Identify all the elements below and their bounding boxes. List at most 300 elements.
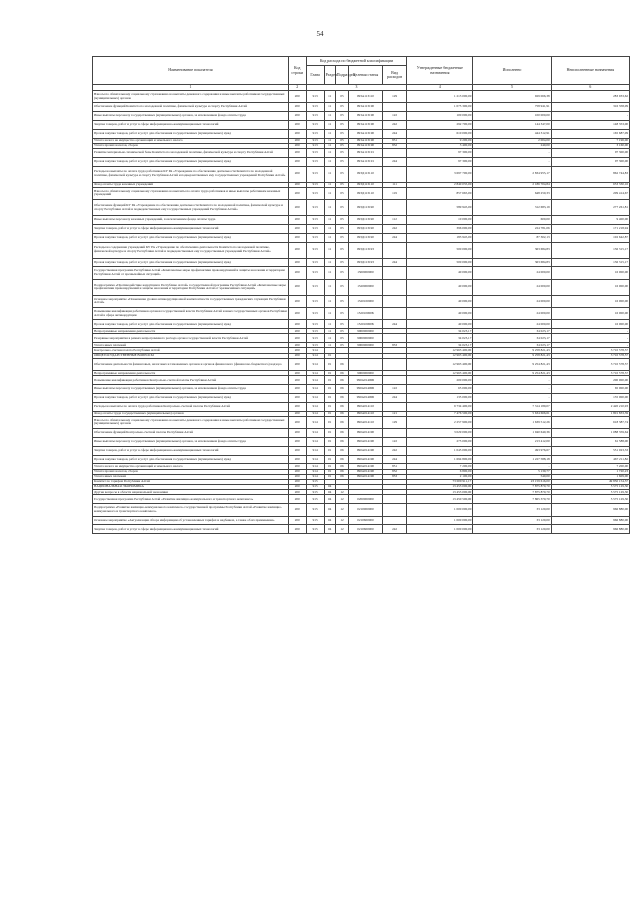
row-chapter-cell: 914 xyxy=(306,353,324,358)
row-section-cell: 11 xyxy=(324,329,335,334)
row-expense-type-cell: 244 xyxy=(382,157,407,166)
table-row xyxy=(93,504,630,516)
row-chapter-cell: 913 xyxy=(306,91,324,103)
row-executed-cell: 363 684,83 xyxy=(473,242,551,258)
row-section-cell: 01 xyxy=(324,455,335,464)
row-unexecuted-cell: 9 400,00 xyxy=(551,216,629,225)
row-subsection-cell: 05 xyxy=(335,242,348,258)
row-approved-cell: 292 700,00 xyxy=(407,120,473,129)
row-executed-cell: 224 781,06 xyxy=(473,224,551,233)
row-name-cell: Прочая закупка товаров, работ и услуг для обеспечения государственных (муниципальных) нужд xyxy=(93,157,289,166)
row-subsection-cell: 12 xyxy=(335,516,348,525)
table-row xyxy=(93,129,630,138)
row-executed-cell: 9 254 821,43 xyxy=(473,371,551,376)
row-expense-type-cell xyxy=(382,429,407,438)
row-expense-type-cell: 242 xyxy=(382,446,407,455)
row-target-cell: 093Д113190 xyxy=(349,200,383,216)
row-executed-cell: 34 023,17 xyxy=(473,343,551,348)
row-section-cell: 11 xyxy=(324,157,335,166)
row-target-cell: 990А014190 xyxy=(349,469,383,474)
row-unexecuted-cell: 16 000,00 xyxy=(551,320,629,329)
row-executed-cell: 600,00 xyxy=(473,216,551,225)
index-cell: 4 xyxy=(407,85,473,91)
row-subsection-cell: 05 xyxy=(335,200,348,216)
row-executed-cell: 87 302,13 xyxy=(473,233,551,242)
row-subsection-cell: 05 xyxy=(335,187,348,199)
row-name-cell: Расходы на выплаты по оплате труда работников Контрольно-счетной палаты Республики Алтай xyxy=(93,402,289,411)
row-unexecuted-cell: 5 575 129,30 xyxy=(551,485,629,490)
row-target-cell: 9900000000 xyxy=(349,343,383,348)
row-executed-cell: - xyxy=(473,385,551,394)
row-executed-cell: 23 159 616,00 xyxy=(473,479,551,484)
row-line-code-cell: 200 xyxy=(288,429,306,438)
table-row xyxy=(93,216,630,225)
row-chapter-cell: 914 xyxy=(306,371,324,376)
row-approved-cell: 6 800,00 xyxy=(407,469,473,474)
row-line-code-cell: 200 xyxy=(288,348,306,353)
row-line-code-cell: 200 xyxy=(288,320,306,329)
row-approved-cell: 183 945,00 xyxy=(407,233,473,242)
row-target-cell: 093Д113190 xyxy=(349,224,383,233)
table-row xyxy=(93,242,630,258)
table-row xyxy=(93,334,630,343)
row-name-cell: Взносы по обязательному социальному страхованию на выплаты денежного содержания и иные выплаты работникам государственных (муниципальных) органов xyxy=(93,416,289,428)
row-line-code-cell: 200 xyxy=(288,385,306,394)
row-section-cell: 11 xyxy=(324,258,335,267)
row-executed-cell: 929 066,38 xyxy=(473,91,551,103)
header-unexecuted: Неисполненные назначения xyxy=(551,57,629,85)
row-chapter-cell: 913 xyxy=(306,233,324,242)
row-executed-cell: 33 120,00 xyxy=(473,516,551,525)
row-expense-type-cell xyxy=(382,358,407,370)
row-chapter-cell: 915 xyxy=(306,516,324,525)
row-subsection-cell: 05 xyxy=(335,129,348,138)
row-line-code-cell: 200 xyxy=(288,394,306,403)
row-approved-cell: 7 200,00 xyxy=(407,464,473,469)
row-unexecuted-cell: - xyxy=(551,334,629,343)
row-section-cell: 11 xyxy=(324,320,335,329)
row-name-cell: Обеспечение деятельности финансовых, налоговых и таможенных органов и органов финансового (финансово-бюджетного) надзора xyxy=(93,358,289,370)
row-target-cell: 093А113190 xyxy=(349,112,383,121)
budget-execution-table xyxy=(92,56,630,534)
row-unexecuted-cell: 618 387,74 xyxy=(551,416,629,428)
row-chapter-cell: 913 xyxy=(306,279,324,295)
row-unexecuted-cell: 966 880,00 xyxy=(551,504,629,516)
row-name-cell: Иные выплаты персоналу государственных (муниципальных) органов, за исключением фонда оплаты труда xyxy=(93,112,289,121)
row-target-cell: 152010000Б xyxy=(349,308,383,320)
row-chapter-cell: 915 xyxy=(306,490,324,495)
row-approved-cell: 65 000,00 xyxy=(407,385,473,394)
row-section-cell: 04 xyxy=(324,490,335,495)
row-chapter-cell: 914 xyxy=(306,469,324,474)
row-expense-type-cell xyxy=(382,267,407,279)
row-section-cell: 04 xyxy=(324,504,335,516)
row-unexecuted-cell: 3 710 578,57 xyxy=(551,358,629,370)
row-unexecuted-cell: 7 196,00 xyxy=(551,138,629,143)
row-line-code-cell: 200 xyxy=(288,474,306,479)
row-approved-cell: 34 023,17 xyxy=(407,329,473,334)
row-chapter-cell: 913 xyxy=(306,187,324,199)
row-name-cell: Закупка товаров, работ и услуг в сфере информационно-коммуникационных технологий xyxy=(93,446,289,455)
row-unexecuted-cell: 171 218,94 xyxy=(551,224,629,233)
row-line-code-cell: 200 xyxy=(288,329,306,334)
row-unexecuted-cell: 551 023,33 xyxy=(551,446,629,455)
row-approved-cell: 2 840 035,00 xyxy=(407,182,473,187)
table-row xyxy=(93,376,630,385)
row-target-cell: 093Д113190 xyxy=(349,216,383,225)
row-approved-cell: 40 000,00 xyxy=(407,279,473,295)
row-chapter-cell: 914 xyxy=(306,464,324,469)
row-unexecuted-cell: 5 575 129,30 xyxy=(551,495,629,504)
header-name: Наименование показателя xyxy=(93,57,289,85)
row-name-cell: Прочая закупка товаров, работ и услуг для обеспечения государственных (муниципальных) нужд xyxy=(93,233,289,242)
row-subsection-cell: 05 xyxy=(335,279,348,295)
row-section-cell: 11 xyxy=(324,295,335,307)
row-section-cell: 11 xyxy=(324,279,335,295)
row-unexecuted-cell: - xyxy=(551,112,629,121)
row-chapter-cell: 915 xyxy=(306,504,324,516)
row-approved-cell: 9 200,00 xyxy=(407,138,473,143)
row-expense-type-cell: 244 xyxy=(382,320,407,329)
row-name-cell: Обеспечение функций Контрольно-счетной палаты Республики Алтай xyxy=(93,429,289,438)
row-executed-cell: 493 976,67 xyxy=(473,446,551,455)
row-approved-cell: 1 213 000,00 xyxy=(407,91,473,103)
row-subsection-cell: 06 xyxy=(335,394,348,403)
row-executed-cell: 2 004,00 xyxy=(473,138,551,143)
row-subsection-cell: 05 xyxy=(335,224,348,233)
row-chapter-cell: 913 xyxy=(306,148,324,157)
row-name-cell: Закупка товаров, работ и услуг в сфере информационно-коммуникационных технологий xyxy=(93,120,289,129)
row-line-code-cell: 200 xyxy=(288,129,306,138)
row-section-cell: 01 xyxy=(324,416,335,428)
row-target-cell: 093А113190 xyxy=(349,103,383,112)
table-row xyxy=(93,112,630,121)
row-section-cell: 11 xyxy=(324,148,335,157)
row-section-cell: 01 xyxy=(324,469,335,474)
row-line-code-cell: 200 xyxy=(288,295,306,307)
row-target-cell: 9900000000 xyxy=(349,371,383,376)
header-executed: Исполнено xyxy=(473,57,551,85)
row-line-code-cell: 200 xyxy=(288,200,306,216)
row-subsection-cell: 05 xyxy=(335,216,348,225)
row-chapter-cell: 913 xyxy=(306,308,324,320)
row-target-cell: 093Д113193 xyxy=(349,242,383,258)
row-unexecuted-cell: 1 801 833,39 xyxy=(551,411,629,416)
table-row xyxy=(93,187,630,199)
row-expense-type-cell xyxy=(382,516,407,525)
table-row xyxy=(93,385,630,394)
row-approved-cell: 500 000,00 xyxy=(407,258,473,267)
row-executed-cell: - xyxy=(473,157,551,166)
row-name-cell: Основное мероприятие «Повышение уровня антикоррупционной компетентности государственных гражданских служащих Республики Алтай» xyxy=(93,295,289,307)
row-line-code-cell: 200 xyxy=(288,224,306,233)
row-approved-cell: 1 045 000,00 xyxy=(407,446,473,455)
row-name-cell: Уплата прочих налогов, сборов xyxy=(93,469,289,474)
row-name-cell: Контрольно-счетная палата Республики Алтай xyxy=(93,348,289,353)
row-executed-cell: 24 000,00 xyxy=(473,308,551,320)
table-row xyxy=(93,358,630,370)
row-unexecuted-cell: 97 300,00 xyxy=(551,157,629,166)
row-section-cell: 11 xyxy=(324,216,335,225)
row-line-code-cell: 200 xyxy=(288,148,306,157)
row-chapter-cell: 914 xyxy=(306,376,324,385)
row-subsection-cell: 05 xyxy=(335,295,348,307)
row-target-cell: 990А01400Б xyxy=(349,385,383,394)
row-target-cell: 0210000000 xyxy=(349,504,383,516)
table-row xyxy=(93,233,630,242)
row-expense-type-cell xyxy=(382,295,407,307)
row-expense-type-cell: 244 xyxy=(382,129,407,138)
row-name-cell: Расходы на выплаты по оплате труда работников КУ РА «Учреждение по обеспечению деятельности Комитета по молодежной политике, физической культуре и спорту Республики Алтай и подведомственных ему государственных учреждений Республики Алтай» xyxy=(93,166,289,182)
row-name-cell: Фонд оплаты труда казенных учреждений xyxy=(93,182,289,187)
row-target-cell: 990А014190 xyxy=(349,474,383,479)
table-row xyxy=(93,495,630,504)
row-unexecuted-cell: 136 315,17 xyxy=(551,258,629,267)
row-line-code-cell: 200 xyxy=(288,516,306,525)
row-name-cell: Подпрограмма «Развитие жилищно-коммунального комплекса» государственной программы Республики Алтай «Развитие жилищно-коммунального и транспортного комплекса» xyxy=(93,504,289,516)
row-section-cell: 11 xyxy=(324,138,335,143)
row-line-code-cell: 200 xyxy=(288,157,306,166)
row-line-code-cell: 200 xyxy=(288,376,306,385)
row-line-code-cell: 200 xyxy=(288,91,306,103)
row-section-cell: 01 xyxy=(324,385,335,394)
row-chapter-cell: 915 xyxy=(306,485,324,490)
row-unexecuted-cell: 2 420 210,93 xyxy=(551,402,629,411)
row-line-code-cell: 200 xyxy=(288,242,306,258)
row-chapter-cell: 914 xyxy=(306,394,324,403)
row-unexecuted-cell: 209 414,67 xyxy=(551,187,629,199)
row-executed-cell: - xyxy=(473,376,551,385)
row-executed-cell: 1 940 640,36 xyxy=(473,429,551,438)
row-expense-type-cell: 851 xyxy=(382,464,407,469)
row-approved-cell: 2 257 900,00 xyxy=(407,416,473,428)
row-line-code-cell: 200 xyxy=(288,358,306,370)
row-name-cell: Уплата иных платежей xyxy=(93,474,289,479)
row-section-cell: 11 xyxy=(324,267,335,279)
row-unexecuted-cell: 1 720,23 xyxy=(551,469,629,474)
row-name-cell: Закупка товаров, работ и услуг в сфере информационно-коммуникационных технологий xyxy=(93,525,289,534)
row-chapter-cell: 913 xyxy=(306,242,324,258)
row-approved-cell: 500 000,00 xyxy=(407,242,473,258)
row-section-cell: 11 xyxy=(324,103,335,112)
row-subsection-cell: 05 xyxy=(335,91,348,103)
row-line-code-cell: 200 xyxy=(288,334,306,343)
header-target: Целевая статья xyxy=(349,66,383,85)
row-subsection-cell: 06 xyxy=(335,474,348,479)
row-approved-cell: 1 694 800,00 xyxy=(407,455,473,464)
row-expense-type-cell: 242 xyxy=(382,120,407,129)
row-line-code-cell: 200 xyxy=(288,343,306,348)
table-row xyxy=(93,258,630,267)
row-executed-cell: 24 000,00 xyxy=(473,267,551,279)
row-expense-type-cell: 122 xyxy=(382,385,407,394)
table-row xyxy=(93,267,630,279)
row-executed-cell: 7 314 189,07 xyxy=(473,402,551,411)
header-chapter: Глава xyxy=(306,66,324,85)
row-expense-type-cell: 129 xyxy=(382,416,407,428)
row-unexecuted-cell: 966 880,00 xyxy=(551,525,629,534)
row-chapter-cell: 913 xyxy=(306,103,324,112)
row-unexecuted-cell: 200 000,00 xyxy=(551,376,629,385)
row-expense-type-cell: 129 xyxy=(382,91,407,103)
row-approved-cell: 200 000,00 xyxy=(407,376,473,385)
row-approved-cell: 34 023,17 xyxy=(407,334,473,343)
row-executed-cell: 100 000,00 xyxy=(473,112,551,121)
row-name-cell: Основное мероприятие «Актуализация обзора информации об установленных тарифах и надбавках, а также об их применении» xyxy=(93,516,289,525)
row-chapter-cell: 914 xyxy=(306,358,324,370)
row-approved-cell: 10 000,00 xyxy=(407,216,473,225)
row-name-cell: Прочая закупка товаров, работ и услуг для обеспечения государственных (муниципальных) нужд xyxy=(93,320,289,329)
row-target-cell: 093А113190 xyxy=(349,129,383,138)
row-chapter-cell: 914 xyxy=(306,402,324,411)
row-name-cell: Другие вопросы в области национальной экономики xyxy=(93,490,289,495)
row-target-cell: 9900000000 xyxy=(349,329,383,334)
row-target-cell: 0210600000 xyxy=(349,516,383,525)
row-approved-cell: 13 453 000,00 xyxy=(407,490,473,495)
row-target-cell: 093Д113110 xyxy=(349,166,383,182)
row-chapter-cell: 913 xyxy=(306,112,324,121)
row-line-code-cell: 200 xyxy=(288,143,306,148)
row-target-cell: 990А014190 xyxy=(349,464,383,469)
row-unexecuted-cell: - xyxy=(551,329,629,334)
row-section-cell: 11 xyxy=(324,200,335,216)
row-approved-cell: 34 023,17 xyxy=(407,343,473,348)
row-approved-cell: 3 029 000,00 xyxy=(407,429,473,438)
table-row xyxy=(93,279,630,295)
header-approved: Утвержденные бюджетные назначения xyxy=(407,57,473,85)
row-target-cell: 990А014110 xyxy=(349,402,383,411)
row-unexecuted-cell: 1 609,00 xyxy=(551,474,629,479)
row-expense-type-cell xyxy=(382,200,407,216)
row-target-cell: 093А113190 xyxy=(349,138,383,143)
header-budget-code: Код расхода по бюджетной классификации xyxy=(306,57,407,66)
row-chapter-cell: 913 xyxy=(306,267,324,279)
row-approved-cell: 97 300,00 xyxy=(407,148,473,157)
table-row xyxy=(93,103,630,112)
row-subsection-cell: 05 xyxy=(335,120,348,129)
row-chapter-cell: 913 xyxy=(306,143,324,148)
row-name-cell: Обеспечение функций Комитета по молодежной политике, физической культуре и спорту Республики Алтай xyxy=(93,103,289,112)
row-approved-cell: 857 665,00 xyxy=(407,187,473,199)
row-executed-cell: 758 941,91 xyxy=(473,103,551,112)
row-section-cell: 01 xyxy=(324,474,335,479)
row-chapter-cell: 914 xyxy=(306,348,324,353)
row-subsection-cell: 05 xyxy=(335,103,348,112)
row-executed-cell: 5 634 666,61 xyxy=(473,411,551,416)
row-subsection-cell: 05 xyxy=(335,343,348,348)
row-expense-type-cell: 244 xyxy=(382,394,407,403)
row-target-cell: 093Д113110 xyxy=(349,182,383,187)
row-executed-cell: 7 865 370,70 xyxy=(473,495,551,504)
row-name-cell: Взносы по обязательному социальному страхованию на выплаты денежного содержания и иные выплаты работникам государственных (муниципальных) органов xyxy=(93,91,289,103)
row-line-code-cell: 200 xyxy=(288,353,306,358)
row-approved-cell: 12 963 400,00 xyxy=(407,371,473,376)
row-expense-type-cell xyxy=(382,166,407,182)
row-approved-cell: 1 000 000,00 xyxy=(407,504,473,516)
row-executed-cell: 7 875 870,70 xyxy=(473,485,551,490)
row-unexecuted-cell: 3 710 578,57 xyxy=(551,348,629,353)
row-executed-cell: 33 120,00 xyxy=(473,525,551,534)
row-line-code-cell: 200 xyxy=(288,495,306,504)
row-target-cell xyxy=(349,358,383,370)
row-expense-type-cell: 853 xyxy=(382,474,407,479)
row-expense-type-cell xyxy=(382,148,407,157)
row-name-cell: Расходы на содержание учреждений КУ РА «Учреждение по обеспечению деятельности Комитета по молодежной политике, физической культуре и спорту Республики Алтай и подведомственных ему государственных учреждений Республики Алтай» xyxy=(93,242,289,258)
row-expense-type-cell: 852 xyxy=(382,143,407,148)
row-approved-cell: 12 963 400,00 xyxy=(407,358,473,370)
row-name-cell: Развитие материально-технической базы Комитета по молодежной политике, физической культуре и спорту Республики Алтай xyxy=(93,148,289,157)
row-expense-type-cell xyxy=(382,279,407,295)
row-subsection-cell: 06 xyxy=(335,446,348,455)
row-name-cell: Иные выплаты персоналу государственных (муниципальных) органов, за исключением фонда оплаты труда xyxy=(93,437,289,446)
row-unexecuted-cell: 49 850 154,37 xyxy=(551,479,629,484)
row-executed-cell: 240,00 xyxy=(473,143,551,148)
row-executed-cell: 2 186 704,84 xyxy=(473,182,551,187)
row-subsection-cell: 12 xyxy=(335,504,348,516)
row-section-cell: 11 xyxy=(324,143,335,148)
row-line-code-cell: 200 xyxy=(288,187,306,199)
row-line-code-cell: 200 xyxy=(288,103,306,112)
row-expense-type-cell: 122 xyxy=(382,437,407,446)
row-line-code-cell: 200 xyxy=(288,464,306,469)
row-chapter-cell: 913 xyxy=(306,224,324,233)
row-target-cell: 1520100000 xyxy=(349,295,383,307)
row-unexecuted-cell: 283 933,62 xyxy=(551,91,629,103)
row-section-cell: 11 xyxy=(324,308,335,320)
row-subsection-cell: 05 xyxy=(335,267,348,279)
row-unexecuted-cell: 3 710 578,57 xyxy=(551,371,629,376)
header-expense-type: Вид расходов xyxy=(382,66,407,85)
row-subsection-cell: 06 xyxy=(335,429,348,438)
row-line-code-cell: 200 xyxy=(288,455,306,464)
row-name-cell: Комитет по тарифам Республики Алтай xyxy=(93,479,289,484)
row-name-cell: Прочая закупка товаров, работ и услуг для обеспечения государственных (муниципальных) нужд xyxy=(93,258,289,267)
row-chapter-cell: 913 xyxy=(306,329,324,334)
row-approved-cell: 13 450 500,00 xyxy=(407,495,473,504)
row-executed-cell: 5 139,77 xyxy=(473,469,551,474)
row-section-cell: 04 xyxy=(324,495,335,504)
row-section-cell: 04 xyxy=(324,516,335,525)
row-approved-cell: 610 000,00 xyxy=(407,129,473,138)
row-section-cell: 01 xyxy=(324,429,335,438)
row-name-cell: Непрограммные направления деятельности xyxy=(93,329,289,334)
row-line-code-cell: 200 xyxy=(288,138,306,143)
header-subsection: Подраздел xyxy=(335,66,348,85)
row-approved-cell: 2 100,00 xyxy=(407,474,473,479)
table-row xyxy=(93,416,630,428)
row-chapter-cell: 914 xyxy=(306,437,324,446)
row-expense-type-cell: 853 xyxy=(382,343,407,348)
row-section-cell: 11 xyxy=(324,120,335,129)
table-row xyxy=(93,394,630,403)
row-section-cell: 11 xyxy=(324,129,335,138)
row-expense-type-cell xyxy=(382,308,407,320)
row-chapter-cell: 913 xyxy=(306,258,324,267)
row-approved-cell: 396 000,00 xyxy=(407,224,473,233)
row-chapter-cell: 914 xyxy=(306,416,324,428)
row-approved-cell: 3 697 700,00 xyxy=(407,166,473,182)
row-section-cell: 11 xyxy=(324,334,335,343)
row-name-cell: Прочая закупка товаров, работ и услуг для обеспечения государственных (муниципальных) нужд xyxy=(93,129,289,138)
row-executed-cell: 540,00 xyxy=(473,474,551,479)
table-row xyxy=(93,120,630,129)
row-executed-cell: 9 258 821,43 xyxy=(473,353,551,358)
row-line-code-cell: 200 xyxy=(288,446,306,455)
row-unexecuted-cell: 165 687,09 xyxy=(551,129,629,138)
row-executed-cell: - xyxy=(473,148,551,157)
row-target-cell: 990А014110 xyxy=(349,411,383,416)
row-chapter-cell: 914 xyxy=(306,411,324,416)
